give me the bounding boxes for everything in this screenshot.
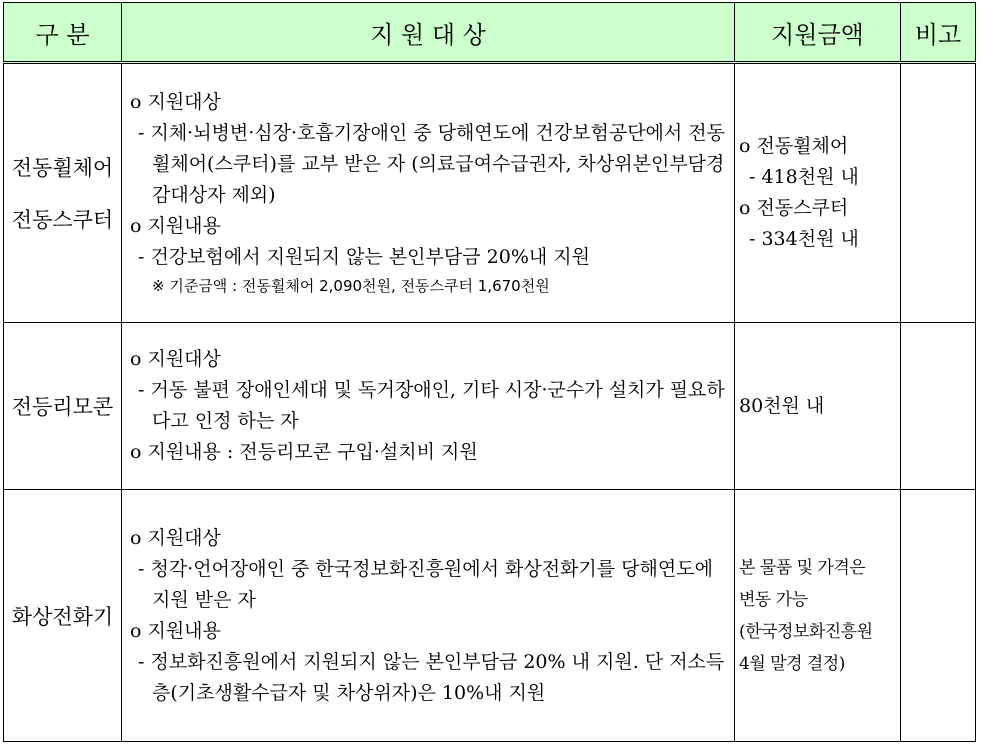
amount-line: - 418천원 내 bbox=[749, 166, 859, 188]
category-cell bbox=[4, 490, 122, 742]
category-cell bbox=[4, 63, 122, 323]
content-heading: o 지원내용 bbox=[130, 215, 221, 237]
category-label: 전동스쿠터 bbox=[11, 208, 114, 232]
table-row-remote bbox=[4, 323, 976, 490]
table-row-wheelchair bbox=[4, 63, 976, 323]
target-detail: - 청각·언어장애인 중 한국정보화진흥원에서 화상전화기를 당해연도에 지원 받은 자 bbox=[138, 557, 713, 611]
category-label: 전동휠체어 bbox=[11, 156, 114, 180]
remark-cell bbox=[901, 323, 976, 490]
header-amount: 지원금액 bbox=[735, 3, 901, 63]
category-cell bbox=[4, 323, 122, 490]
support-table bbox=[3, 2, 976, 742]
header-remark: 비고 bbox=[901, 3, 976, 63]
target-cell bbox=[122, 323, 735, 490]
amount-line: 4월 말경 결정) bbox=[739, 653, 845, 674]
note-text: ※ 기준금액 : 전동휠체어 2,090천원, 전동스쿠터 1,670천원 bbox=[152, 277, 550, 295]
category-label: 전등리모콘 bbox=[11, 395, 114, 419]
amount-cell bbox=[735, 63, 901, 323]
header-category: 구 분 bbox=[4, 3, 122, 63]
amount-line: (한국정보화진흥원 bbox=[739, 621, 873, 642]
content-detail: - 정보화진흥원에서 지원되지 않는 본인부담금 20% 내 지원. 단 저소득층(기초생활수급자 및 차상위자)은 10%내 지원 bbox=[138, 650, 725, 704]
remark-cell bbox=[901, 490, 976, 742]
amount-line: - 334천원 내 bbox=[749, 228, 859, 250]
amount-line: 80천원 내 bbox=[739, 394, 825, 417]
category-label: 화상전화기 bbox=[11, 604, 114, 629]
target-heading: o 지원대상 bbox=[130, 91, 221, 113]
content-heading: o 지원내용 : 전등리모콘 구입·설치비 지원 bbox=[130, 441, 478, 463]
target-cell bbox=[122, 490, 735, 742]
target-cell bbox=[122, 63, 735, 323]
target-heading: o 지원대상 bbox=[130, 348, 221, 370]
header-target: 지 원 대 상 bbox=[122, 3, 735, 63]
header-row bbox=[4, 3, 976, 63]
target-heading: o 지원대상 bbox=[130, 526, 221, 549]
content-detail: - 건강보험에서 지원되지 않는 본인부담금 20%내 지원 bbox=[138, 246, 590, 268]
content-heading: o 지원내용 bbox=[130, 619, 221, 642]
amount-cell bbox=[735, 323, 901, 490]
amount-line: 변동 가능 bbox=[739, 589, 808, 610]
target-detail: - 지체·뇌병변·심장·호흡기장애인 중 당해연도에 건강보험공단에서 전동휠체어(스쿠터)를 교부 받은 자 (의료급여수급권자, 차상위본인부담경감대상자 제외) bbox=[138, 122, 726, 206]
remark-cell bbox=[901, 63, 976, 323]
target-detail: - 거동 불편 장애인세대 및 독거장애인, 기타 시장·군수가 설치가 필요하다고 인정 하는 자 bbox=[138, 379, 725, 432]
amount-line: o 전동스쿠터 bbox=[739, 197, 849, 219]
amount-line: 본 물품 및 가격은 bbox=[739, 557, 866, 578]
table-row-videophone bbox=[4, 490, 976, 742]
amount-cell bbox=[735, 490, 901, 742]
amount-line: o 전동휠체어 bbox=[739, 135, 849, 157]
